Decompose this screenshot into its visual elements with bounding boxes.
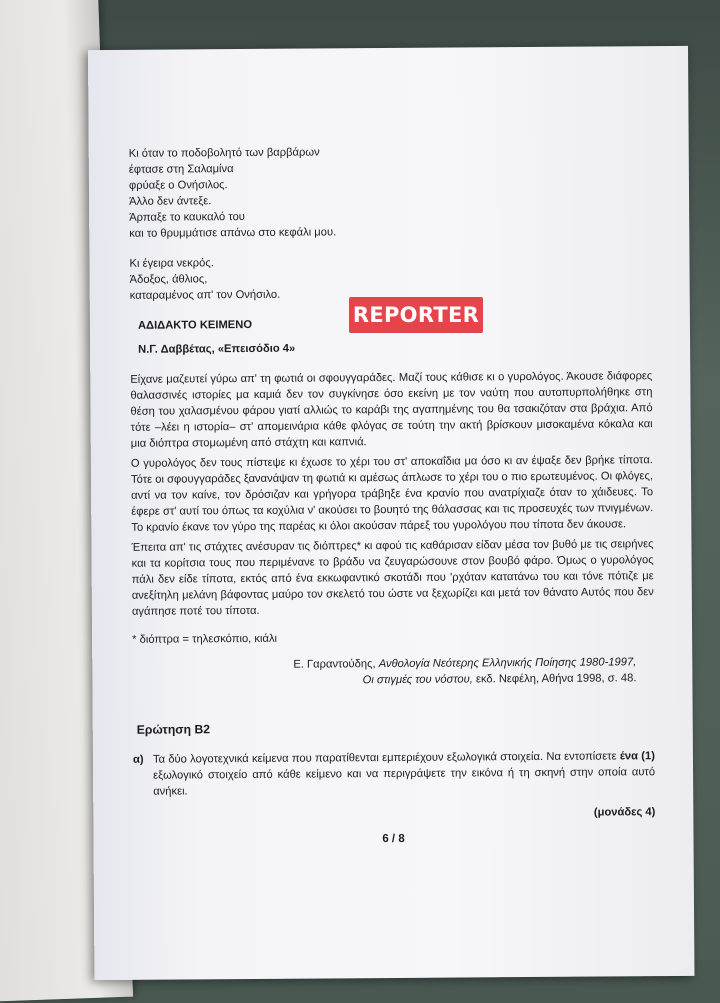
citation-publisher: εκδ. Νεφέλη, Αθήνα 1998, σ. 48.	[475, 672, 637, 686]
unseen-text-paragraph-2: Ο γυρολόγος δεν τους πίστεψε κι έχωσε το χέρι του στ' αποκαΐδια μα όσο κι αν έψαξε δεν βρήκε τίποτα. Τότε οι σφουγγαράδες ξανανάψαν τη φωτιά κι αμέσως άπλωσε το χέρι του ο πιο ερωτευμένος. Οι φλόγες, αντί να τον καίνε, τον δρόσιζαν και γρήγορα τράβηξε ένα κρανίο που ανατρίχιαζε όταν το χάιδευες. Το έφερε στ' αυτί του όπως τα κοχύλια ν' ακούσει το βουητό της θάλασσας και τις προσευχές των πνιγμένων. Το κρανίο έκανε τον γύρο της παρέας κι όλοι ακούσαν πάρεξ του γυρολόγου που τίποτα δεν άκουσε.	[130, 454, 654, 534]
poem-line: έφτασε στη Σαλαμίνα	[128, 163, 234, 176]
poem-stanza-1	[129, 142, 652, 242]
page-content	[129, 142, 656, 824]
poem-line: Άλλο δεν άντεξε.	[129, 195, 212, 208]
citation-author: Ε. Γαραντούδης,	[293, 658, 376, 671]
footnote: * διόπτρα = τηλεσκόπιο, κιάλι	[132, 632, 278, 646]
question-marks: (μονάδες 4)	[593, 806, 656, 819]
question-text	[153, 748, 655, 800]
unseen-text-heading: ΑΔΙΔΑΚΤΟ ΚΕΙΜΕΝΟ	[137, 318, 253, 332]
citation-line-2	[132, 670, 636, 690]
poem-line: Άδοξος, άθλιος,	[129, 273, 208, 286]
citation-work: Ανθολογία Νεότερης Ελληνικής Ποίησης 1980-1997,	[378, 656, 637, 671]
citation-subwork: Οι στιγμές του νόστου,	[362, 673, 473, 687]
question-label: α)	[132, 753, 144, 766]
question-text-before: Τα δύο λογοτεχνικά κείμενα που παρατίθενται εμπεριέχουν εξωλογικά στοιχεία. Να εντοπίσετε	[152, 750, 617, 766]
poem-line: φρύαξε ο Ονήσιλος.	[128, 179, 228, 192]
exam-page	[88, 46, 694, 980]
question-text-emphasis: ένα (1)	[619, 750, 656, 763]
question-title: Ερώτηση Β2	[136, 722, 211, 737]
source-citation	[132, 654, 654, 690]
unseen-text-paragraph-1: Είχανε μαζευτεί γύρω απ' τη φωτιά οι σφουγγαράδες. Μαζί τους κάθισε κι ο γυρολόγος. Άκουσε διάφορες θαλασσινές ιστορίες μα καμιά δεν τον συγκίνησε όσο εκείνη με τον ναύτη που αυτοπυρπολήθηκε στη θέση του χαλασμένου φάρου γιατί αλλιώς το καράβι της αγαπημένης του θα τσακιζόταν στα βράχια. Από τότε –λέει η ιστορία– στ' απομεινάρια κάθε φλόγας σε τούτη την ακτή βρίσκουν μισοκαμένα κόκαλα και μια διόπτρα στομωμένη από στάχτη και καπνιά.	[130, 370, 653, 450]
poem-line: και το θρυμμάτισε απάνω στο κεφάλι μου.	[129, 226, 337, 240]
unseen-text-paragraph-3: Έπειτα απ' τις στάχτες ανέσυραν τις διόπτρες* κι αφού τις καθάρισαν είδαν μέσα τον βυθό με τις σειρήνες και τα κορίτσια τους που περιμένανε το βράδυ να ζευγαρώσουνε στον βουβό φάρο. Όμως ο γυρολόγος πάλι δεν είδε τίποτα, εκτός από ένα εκκωφαντικό σκοτάδι που 'ρχόταν κατατάνω του και τόνε πότιζε με ανεξίτηλη μελάνη βάφοντας μαύρο τον σκελετό του ώστε να ξεχωρίζει και μετά τον θάνατο Αυτός που δεν αγάπησε ποτέ του τίποτα.	[131, 538, 654, 618]
question-item	[133, 748, 655, 800]
poem-line: καταραμένος απ' τον Ονήσιλο.	[129, 288, 281, 302]
poem-line: Κι έγειρα νεκρός.	[129, 257, 214, 270]
page-number: 6 / 8	[382, 832, 405, 846]
reporter-watermark-logo: REPORTER	[349, 297, 483, 333]
poem-line: Κι όταν το ποδοβολητό των βαρβάρων	[128, 146, 320, 160]
question-text-after: εξωλογικό στοιχείο από κάθε κείμενο και να περιγράψετε την εικόνα ή τη σκηνή στην οποία αυτό ανήκει.	[153, 766, 656, 798]
poem-excerpt	[129, 142, 652, 304]
unseen-text-author-title: Ν.Γ. Δαββέτας, «Επεισόδιο 4»	[138, 342, 296, 356]
poem-line: Άρπαξε το καυκαλό του	[129, 211, 245, 224]
